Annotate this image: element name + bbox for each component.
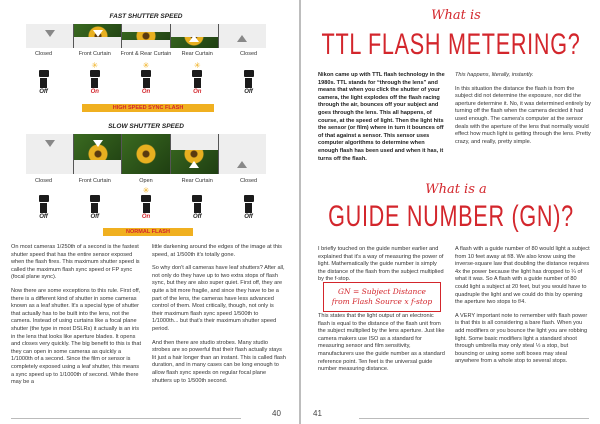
frame-front-curtain [74,24,122,48]
right-page [301,0,600,424]
paragraph: On most cameras 1/250th of a second is the fastest shutter speed that has the entire sensor exposed when the flash fires. This maximum shutter speed is called the maximum flash sync speed or FP sync (focal plane sync). [11,244,140,281]
paragraph: In this situation the distance the flash is from the subject did not determine the exposure, nor did the aperture determine it. No, it was determined entirely by turning off the flash when the camera decided it had used enough. The camera's computer at the sensor deals with the aperture of the lens that normally would effect how much light is getting through the lens. Pretty crazy, and really, pretty simple. [455,85,591,145]
fast-shutter-strip [26,24,266,48]
flash-unit: Off [18,187,69,220]
flash-icon [192,195,202,202]
frame-closed [26,134,74,174]
flash-icon [244,195,254,202]
frame-label: Closed [239,178,258,184]
frame-front-rear-curtain [122,24,170,48]
flash-unit: ✳ On [90,61,99,95]
frame-label: Open [139,178,153,184]
frame-open [122,134,170,174]
frame-label: Closed [34,178,53,184]
flash-icon [90,195,100,202]
paragraph: A VERY important note to remember with flash power is that this is all considering a bare flash. When you add modifiers or you bounce the light you are robbing light. Some basic modifiers light a standard shoot through umbrella may only steal ½ a stop, but bouncing or using some soft boxes may steal anywhere from a whole stop to several stops. [455,312,588,365]
flash-unit: ✳ On [141,61,151,95]
paragraph: I briefly touched on the guide number earlier and explained that it's a way of measuring the power of light. Mathematically the guide number is simply the distance of the flash from the subject multiplied by the f-stop. [318,246,444,283]
frame-closed [26,24,74,48]
gn-column-1-bottom [318,313,446,380]
slow-flash-row [18,187,274,220]
fast-frame-labels [18,51,274,57]
paragraph: And then there are studio strobes. Many studio strobes are so powerful that their flash actually stays lit just a hair longer than an instant. This is called flash duration, and in many cases can be long enough to allow flash sync speeds on regular focal plane shutters up to 1/500th second. [152,339,286,384]
what-is-script: What is [431,8,481,23]
flash-icon [141,70,151,77]
paragraph: little darkening around the edges of the image at this speed, at 1/500th it's totally gone. [152,244,282,258]
frame-front-curtain [74,134,122,174]
flash-unit: Off [223,62,274,95]
page-number: 40 [272,409,281,418]
gn-formula-callout: GN = Subject Distance from Flash Source x f-stop [323,282,441,312]
slow-shutter-heading: SLOW SHUTTER SPEED [108,123,184,130]
frame-label: Front Curtain [78,51,111,57]
left-column-1 [11,244,142,393]
flash-icon [39,70,49,77]
frame-label: Rear Curtain [181,51,213,57]
ttl-title: TTL FLASH METERING? [321,28,581,61]
ttl-column-2 [455,72,591,152]
frame-label: Front & Rear Curtain [120,51,172,57]
flash-icon [39,195,49,202]
paragraph: So why don't all cameras have leaf shutters? After all, not only do they have up to two extra stops of flash sync, but they are also super quiet. First off, they are quite a bit more fragile, and since they have to be a part of the lens, the cameras have less advanced control of them. Most critically, though, not only is their maximum flash sync speed 1/500th to 1/1000th... but that's their maximum shutter speed period. [152,265,285,332]
flash-unit: Off [18,62,69,95]
frame-label: Front Curtain [78,178,111,184]
paragraph: This states that the light output of an electronic flash is equal to the distance of the flash unit from the subject multiplied by the lens aperture. Just like camera makers use ISO as a standard for measuring sensor and film sensitivity, manufacturers use the guide number as a standard reference point. Ten feet is the universal guide number measuring distance. [318,313,445,373]
left-page [0,0,299,424]
paragraph: This happens, literally, instantly. [455,72,534,78]
frame-label: Closed [239,51,258,57]
flash-icon [192,70,202,77]
flash-unit: Off [172,187,223,220]
flash-unit: Off [223,187,274,220]
flash-unit: ✳ On [141,186,151,220]
slow-shutter-strip [26,134,266,174]
frame-label: Closed [34,51,53,57]
bottom-rule [359,418,589,419]
what-is-a-script: What is a [425,182,487,197]
frame-label: Rear Curtain [181,178,213,184]
paragraph: A flash with a guide number of 80 would light a subject from 10 feet away at f/8. We also know using the inverse-square law that doubling the distance requires 4x the power because the light has dropped to ¼ of what it was. So A flash with a guide number of 80 could light a subject at 20 feet, but you would have to quadruple the light and we could do this by opening the aperture two stops to f/4. [455,246,590,306]
frame-closed-end [219,134,266,174]
fast-shutter-heading: FAST SHUTTER SPEED [109,13,183,20]
fast-flash-row [18,62,274,95]
page-number: 41 [313,409,322,418]
frame-rear-curtain [171,134,219,174]
ttl-column-1 [318,72,446,169]
paragraph: Now there are some exceptions to this rule. First off, there is a different kind of shutter in some cameras known as a leaf shutter. It's a special type of shutter that actually has to be built into the lens, not the camera. Instead of using curtains like a focal plane shutter (the type in most DSLRs) it actually is an iris in the lens that looks like aperture blades. It opens and closes very quickly. The big benefit to this is that they can open in some cameras as quickly a 1/1000th of a second. Since the film or sensor is completely exposed using a leaf shutter, this means a sync speed up to 1/1000th of second. While there may be a [11,287,142,386]
gn-column-2 [455,246,591,372]
paragraph: Nikon came up with TTL flash technology in the 1980s. TTL stands for “through the lens” and means that when you click the shutter of your camera, the light explodes off the flash racing through the air, bounces off your subject and goes through the lens. This all happens, of course, at the speed of light. Then the light hits the sensor (or film) where in turn it bounces off of that against a sensor. This sensor uses computer algorithms to determine when enough flash has been used and when it has, it turns off the flash. [318,72,445,162]
guide-number-title: GUIDE NUMBER (GN)? [328,200,574,233]
left-column-2 [152,244,286,391]
flash-icon [141,195,151,202]
frame-rear-curtain [171,24,219,48]
bottom-rule [11,418,241,419]
slow-frame-labels [18,178,274,184]
frame-closed-end [219,24,266,48]
flash-unit: ✳ On [193,61,202,95]
flash-unit: Off [69,187,120,220]
flash-icon [90,70,100,77]
flash-icon [244,70,254,77]
normal-flash-bar: NORMAL FLASH [103,228,193,236]
high-speed-sync-bar: HIGH SPEED SYNC FLASH [82,104,214,112]
